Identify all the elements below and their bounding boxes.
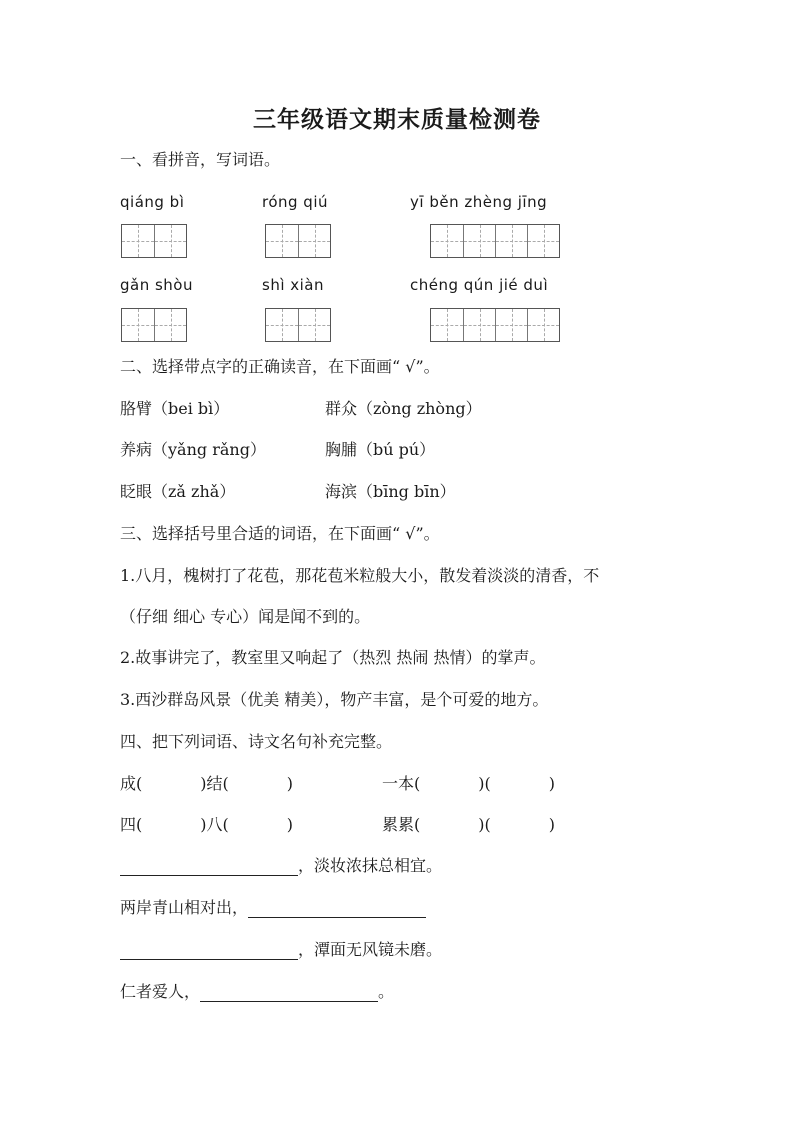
idiom-part: ) [286, 815, 293, 834]
question-1-line2[interactable]: （仔细 细心 专心）闻是闻不到的。 [120, 607, 371, 626]
pinyin-4: gǎn shòu [120, 276, 193, 294]
question-1-line1: 1.八月，槐树打了花苞，那花苞米粒般大小，散发着淡淡的清香，不 [120, 566, 600, 585]
poem-text: 。 [378, 982, 395, 1001]
pinyin-6: chéng qún jié duì [410, 276, 549, 294]
idiom-part: 累累( [382, 815, 421, 834]
idiom-part: 成( [120, 774, 143, 793]
reading-item-3[interactable]: 养病（yǎng rǎng） [120, 440, 266, 459]
idiom-lei-lei[interactable] [382, 815, 555, 835]
poem-line-2[interactable] [120, 898, 426, 918]
pinyin-3: yī běn zhèng jīng [410, 193, 548, 211]
idiom-part: ) [286, 774, 293, 793]
reading-item-1[interactable]: 胳臂（bei bì） [120, 399, 230, 418]
idiom-cheng-jie[interactable] [120, 774, 293, 794]
reading-item-2[interactable]: 群众（zòng zhòng） [325, 399, 482, 418]
idiom-part: )八( [200, 815, 229, 834]
idiom-yi-ben[interactable] [382, 774, 555, 794]
pinyin-5: shì xiàn [262, 276, 325, 294]
reading-item-5[interactable]: 眨眼（zǎ zhǎ） [120, 482, 236, 501]
answer-blank[interactable] [120, 857, 298, 876]
answer-blank[interactable] [248, 899, 426, 918]
poem-line-1[interactable] [120, 856, 442, 876]
answer-grid-2[interactable] [265, 224, 331, 258]
answer-blank[interactable] [120, 941, 298, 960]
idiom-part: 四( [120, 815, 143, 834]
answer-grid-5[interactable] [265, 308, 331, 342]
answer-blank[interactable] [200, 983, 378, 1002]
pinyin-2: róng qiú [262, 193, 329, 211]
poem-text: ，潭面无风镜未磨。 [298, 940, 443, 959]
poem-text: 两岸青山相对出， [120, 898, 249, 917]
answer-grid-4[interactable] [121, 308, 187, 342]
pinyin-1: qiáng bì [120, 193, 185, 211]
section1-heading: 一、看拼音，写词语。 [120, 150, 281, 169]
section4-heading: 四、把下列词语、诗文名句补充完整。 [120, 732, 393, 751]
idiom-part: )( [478, 774, 491, 793]
idiom-si-ba[interactable] [120, 815, 293, 835]
reading-item-4[interactable]: 胸脯（bú pú） [325, 440, 436, 459]
poem-text: ，淡妆浓抹总相宜。 [298, 856, 443, 875]
section2-heading: 二、选择带点字的正确读音，在下面画“ √”。 [120, 357, 440, 376]
idiom-part: ) [548, 815, 555, 834]
answer-grid-6[interactable] [430, 308, 560, 342]
poem-text: 仁者爱人， [120, 982, 201, 1001]
page-title: 三年级语文期末质量检测卷 [253, 106, 541, 133]
idiom-part: )结( [200, 774, 229, 793]
question-3[interactable]: 3.西沙群岛风景（优美 精美），物产丰富，是个可爱的地方。 [120, 690, 549, 709]
question-2[interactable]: 2.故事讲完了，教室里又响起了（热烈 热闹 热情）的掌声。 [120, 648, 546, 667]
idiom-part: 一本( [382, 774, 421, 793]
answer-grid-1[interactable] [121, 224, 187, 258]
section3-heading: 三、选择括号里合适的词语，在下面画“ √”。 [120, 524, 440, 543]
idiom-part: )( [478, 815, 491, 834]
idiom-part: ) [548, 774, 555, 793]
poem-line-3[interactable] [120, 940, 442, 960]
poem-line-4[interactable] [120, 982, 394, 1002]
reading-item-6[interactable]: 海滨（bīng bīn） [325, 482, 456, 501]
answer-grid-3[interactable] [430, 224, 560, 258]
